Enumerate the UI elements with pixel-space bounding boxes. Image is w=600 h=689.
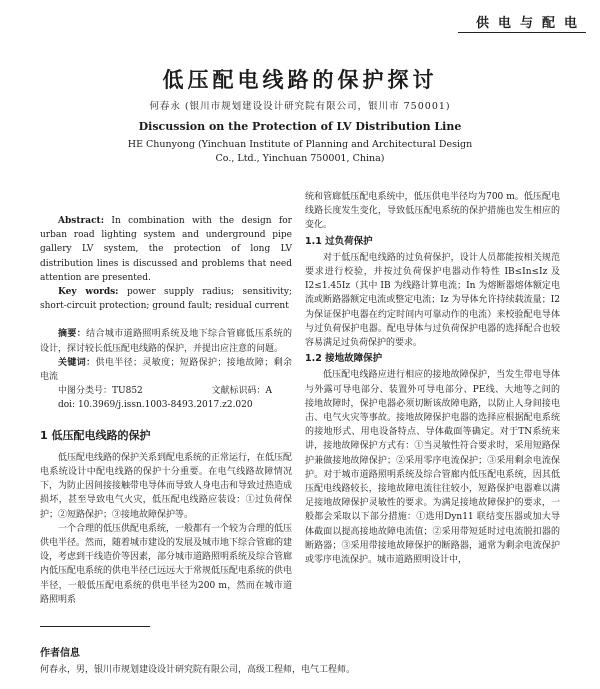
article-title-en: Discussion on the Protection of LV Distribution Line: [138, 120, 462, 133]
abstract-cn-label: 摘要：: [58, 329, 87, 340]
abstract-cn-text: 结合城市道路照明系统及地下综合管廊低压系统的设计，探讨较长低压配电线路的保护，并提出应注意的问题。: [40, 329, 292, 354]
abstract-en-text: In combination with the design for urban road lighting system and underground pipe gallery LV system, the protection of long LV distribution lines is discussed and problems that need attention are presented.: [40, 216, 292, 283]
author-info-label: 作者信息: [40, 648, 80, 659]
clc-number: 中图分类号：TU852: [58, 386, 143, 397]
author-en-line1: HE Chunyong (Yinchuan Institute of Planning and Architectural Design: [127, 139, 473, 150]
keywords-cn-text: 供电半径；灵敏度；短路保护；接地故障；剩余电流: [40, 357, 292, 383]
document-code: 文献标识码：A: [211, 386, 272, 397]
subsection-1-2-text: 低压配电线路应进行相应的接地故障保护，当发生带电导体与外露可导电部分、装置外可导电部分、PE线、大地等之间的接地故障时，保护电器必须切断该故障电路，以防止人身间接电击、电气火灾等事故。接地故障保护电器的选择应根据配电系统的接地形式、用电设备特点、导体截面等确定。对于TN系统来讲，接地故障保护方式有：①当灵敏性符合要求时，采用短路保护兼做接地故障保护；②采用零序电流保护；③采用剩余电流保护。对于城市道路照明系统及综合管廊内低压配电系统，因其低压配电线路较长，接地故障电流往往较小，短路保护电器难以满足接地故障保护灵敏性的要求。为满足接地故障保护的要求，一般都会采取以下部分措施：①选用Dyn11 联结变压器或加大导体截面以提高接地故障电流值；②采用带短延时过电流脱扣器的断路器；③采用带接地故障保护的断路器，通常为剩余电流保护或零序电流保护。城市道路照明设计中，: [305, 370, 560, 566]
section-1-heading: 1 低压配电线路的保护: [40, 428, 151, 442]
left-column: [40, 214, 292, 607]
subsection-1-1-text: 对于低压配电线路的过负荷保护，设计人员都能按相关规范要求进行校验，并按过负荷保护电器动作特性 IB≤In≤Iz 及 I2≤1.45Iz（其中 IB 为线路计算电流；In 为熔断器熔体额定电流或断路器额定电流或整定电流；Iz 为导体允许持续载流量；I2 为保证保护电器在约定时间内可靠动作的电流）来校验配电导体与过负荷保护电器。配电导体与过负荷保护电器的选择配合也较容易满足过负荷保护的要求。: [305, 252, 560, 349]
section-1-para-1: 低压配电线路的保护关系到配电系统的正常运行，在低压配电系统设计中配电线路的保护十分重要。在电气线路故障情况下，为防止因间接接触带电导体而导致人身电击和导致过热造成损坏，甚至导致电气火灾，低压配电线路应装设：①过负荷保护；②短路保护；③接地故障保护等。: [40, 452, 293, 520]
author-info-text: 何春永，男，银川市规划建设设计研究院有限公司，高级工程师，电气工程师。: [40, 665, 356, 675]
section-1-para-2: 一个合理的低压供配电系统，一般都有一个较为合理的低压供电半径。然而，随着城市建设的发展及城市地下综合管廊的建设，考虑到干线造价等因素，部分城市道路照明系统及综合管廊内低压配电系统的供电半径已远远大于常规低压配电系统的供电半径，一般低压配电系统的供电半径为200 m，然而在城市道路照明系: [40, 523, 293, 605]
continued-paragraph: 统和管廊低压配电系统中，低压供电半径均为700 m。低压配电线路长度发生变化，导致低压配电系统的保护措施也发生相应的变化。: [305, 192, 560, 231]
header-divider: [458, 32, 586, 33]
doi: doi: 10.3969/j.issn.1003-8493.2017.z2.020: [58, 400, 253, 411]
abstract-cn: [40, 327, 292, 355]
article-title: 低压配电线路的保护探讨: [162, 68, 438, 92]
keywords-en: [40, 285, 292, 313]
journal-section-tag: 供电与配电: [475, 16, 586, 31]
subsection-1-2-heading: 1.2 接地故障保护: [305, 353, 383, 365]
author-en-line2: Co., Ltd., Yinchuan 750001, China): [215, 153, 385, 164]
right-column: [305, 190, 560, 567]
keywords-en-text: power supply radius; sensitivity; short-circuit protection; ground fault; residual current: [40, 287, 292, 312]
footnote-divider: [40, 626, 150, 627]
abstract-en-label: Abstract:: [58, 216, 105, 226]
abstract-en: [40, 214, 292, 285]
author-affiliation-cn: 何春永 (银川市规划建设设计研究院有限公司，银川市 750001): [149, 101, 451, 112]
classification-row: [40, 384, 292, 398]
author-affiliation-en: [0, 138, 600, 166]
keywords-cn-label: 关键词：: [58, 357, 96, 368]
subsection-1-1-heading: 1.1 过负荷保护: [305, 235, 373, 247]
keywords-en-label: Key words:: [58, 287, 119, 298]
keywords-cn: [40, 356, 292, 384]
